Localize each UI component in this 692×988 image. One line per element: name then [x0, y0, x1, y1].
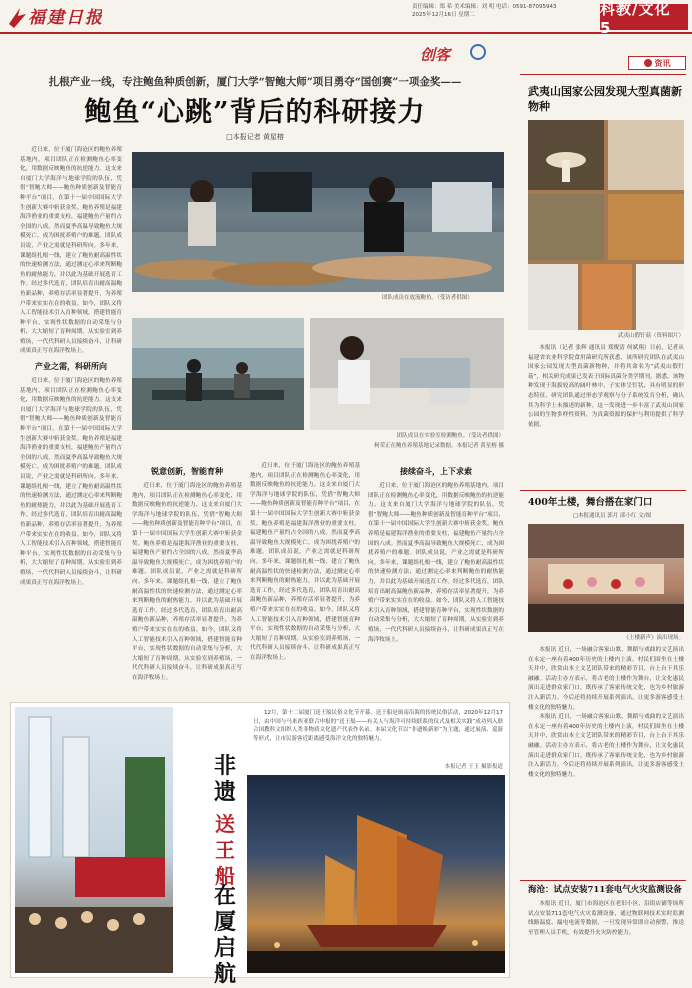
photo-caption-1: 团队成员在放流鲍鱼。（受访者供图）: [382, 295, 473, 301]
lead-byline: □本报记者 黄星榕: [226, 133, 284, 141]
section-tab: 科教/文化 5: [600, 4, 688, 30]
photo-caption-2: 团队成员在实验室检测鲍鱼。（受访者供图）: [396, 433, 504, 439]
news-brief-tag: 资讯: [628, 56, 686, 70]
sidebar-story2-byline: □本报通讯员 郭月 邱小红 文/图: [572, 513, 652, 519]
feature-body: 12月，第十二届厦门送王船民俗文化节开幕。送王船是闽南沿海的传统民俗活动，2020年12月17日，由中国与马来西亚联合申报的“送王船——有关人与海洋可持续联系的仪式及相关实践”成功列入联合国教科文组织人类非物质文化遗产代表作名录。本届文化节以“非遗焕新彩”为主题，通过展演、巡游等形式，让市民游客近距离感受海洋文化的独特魅力。: [253, 710, 503, 742]
lead-body-column-1: 近日来，位于厦门海沧区的鲍鱼养殖基地内，项目团队正在检测鲍鱼心率变化，用数据反映鲍鱼的抗逆能力。这支来自厦门大学海洋与地球学院的队伍，凭借“智鲍大师——鲍鱼种质创新及智能育种平台”项目，在第十一届中国国际大学生创新大赛中斩获金奖。鲍鱼养殖是福建海洋渔业的重要支柱，福建鲍鱼产量约占全国的八成。然而夏季高温导致鲍鱼大规模死亡，成为困扰养殖户的难题。团队成员说，产业之需就是科研所向。多年来，课题组扎根一线，建立了鲍鱼耐高温性状的快速检测方法，通过测定心率来判断鲍鱼的耐热能力，并以此为基础开展选育工作。经过多代选育，团队培育出耐高温鲍鱼新品种，养殖存活率显著提升，为养殖户带来实实在在的收益。如今，团队又将人工智能技术引入育种领域，搭建智能育种平台，实现性状数据的自动采集与分析，大大缩短了育种周期。从实验室到养殖场，一代代科研人员接续奋斗，让科研成果真正写在海洋牧场上。 产业之需，科研所向 近日来，位于厦门海沧区的鲍鱼养殖基地内，项目团队正在检测鲍鱼心率变化，用数据反映鲍鱼的抗逆能力。这支来自厦门大学海洋与地球学院的队伍，凭借“智鲍大师——鲍鱼种质创新及智能育种平台”项目，在第十一届中国国际大学生创新大赛中斩获金奖。鲍鱼养殖是福建海洋渔业的重要支柱，福建鲍鱼产量约占全国的八成。然而夏季高温导致鲍鱼大规模死亡，成为困扰养殖户的难题。团队成员说，产业之需就是科研所向。多年来，课题组扎根一线，建立了鲍鱼耐高温性状的快速检测方法，通过测定心率来判断鲍鱼的耐热能力，并以此为基础开展选育工作。经过多代选育，团队培育出耐高温鲍鱼新品种，养殖存活率显著提升，为养殖户带来实实在在的收益。如今，团队又将人工智能技术引入育种领域，搭建智能育种平台，实现性状数据的自动采集与分析，大大缩短了育种周期。从实验室到养殖场，一代代科研人员接续奋斗，让科研成果真正写在海洋牧场上。: [20, 147, 122, 586]
sidebar-story1-title: 武夷山国家公园发现大型真菌新物种: [528, 85, 682, 113]
lead-body-column-4: 接续奋斗，上下求索 近日来，位于厦门海沧区的鲍鱼养殖基地内，项目团队正在检测鲍鱼心率变化，用数据反映鲍鱼的抗逆能力。这支来自厦门大学海洋与地球学院的队伍，凭借“智鲍大师——鲍鱼种质创新及智能育种平台”项目，在第十一届中国国际大学生创新大赛中斩获金奖。鲍鱼养殖是福建海洋渔业的重要支柱，福建鲍鱼产量约占全国的八成。然而夏季高温导致鲍鱼大规模死亡，成为困扰养殖户的难题。团队成员说，产业之需就是科研所向。多年来，课题组扎根一线，建立了鲍鱼耐高温性状的快速检测方法，通过测定心率来判断鲍鱼的耐热能力，并以此为基础开展选育工作。经过多代选育，团队培育出耐高温鲍鱼新品种，养殖存活率显著提升，为养殖户带来实实在在的收益。如今，团队又将人工智能技术引入育种领域，搭建智能育种平台，实现性状数据的自动采集与分析，大大缩短了育种周期。从实验室到养殖场，一代代科研人员接续奋斗，让科研成果真正写在海洋牧场上。: [368, 467, 504, 643]
sidebar-story3-title: 海沧：试点安装711套电气火灾监测设备: [528, 885, 682, 895]
section-heading-3: 接续奋斗，上下求索: [400, 467, 472, 476]
photo-wangchuan-boat: [247, 775, 505, 973]
chuangke-column-mark: [418, 40, 488, 70]
photo-caption-3: 柯荣正在鲍鱼养殖基地记录数据。本报记者 黄星榕 摄: [374, 443, 504, 449]
brief-icon: [644, 59, 652, 67]
photo-breeding-base: [132, 318, 304, 430]
photo-parade: [15, 707, 173, 973]
lead-body-column-2: 锐意创新，智能育种 近日来，位于厦门海沧区的鲍鱼养殖基地内，项目团队正在检测鲍鱼心率变化，用数据反映鲍鱼的抗逆能力。这支来自厦门大学海洋与地球学院的队伍，凭借“智鲍大师——鲍鱼种质创新及智能育种平台”项目，在第十一届中国国际大学生创新大赛中斩获金奖。鲍鱼养殖是福建海洋渔业的重要支柱，福建鲍鱼产量约占全国的八成。然而夏季高温导致鲍鱼大规模死亡，成为困扰养殖户的难题。团队成员说，产业之需就是科研所向。多年来，课题组扎根一线，建立了鲍鱼耐高温性状的快速检测方法，通过测定心率来判断鲍鱼的耐热能力，并以此为基础开展选育工作。经过多代选育，团队培育出耐高温鲍鱼新品种，养殖存活率显著提升，为养殖户带来实实在在的收益。如今，团队又将人工智能技术引入育种领域，搭建智能育种平台，实现性状数据的自动采集与分析，大大缩短了育种周期。从实验室到养殖场，一代代科研人员接续奋斗，让科研成果真正写在海洋牧场上。: [132, 467, 242, 681]
feature-title-quote: 送王船: [215, 812, 235, 888]
photo-lab-scene: [132, 152, 504, 292]
masthead-meta: [412, 3, 608, 19]
date-line: 2025年12月16日 星期二: [412, 12, 475, 18]
lead-subhead: 扎根产业一线，专注鲍鱼种质创新，厦门大学“智鲍大师”项目勇夺“国创赛”一项金奖——: [48, 76, 462, 88]
feature-title-left: 非遗: [213, 753, 236, 805]
photo-laboratory: [310, 318, 504, 430]
editor-line: 责任编辑：郑 希 美术编辑：刘 明 电话：0591-87095943: [412, 4, 557, 10]
feature-byline: 本报记者 王玉 摄影报道: [444, 764, 503, 770]
sidebar-story2-title: 400年土楼，舞台搭在家门口: [528, 497, 653, 508]
feature-song-wang-chuan: [10, 702, 510, 987]
sidebar-story1-body: 本报讯（记者 张辉 通讯员 郑俊清 何斌翔）日前，记者从福建省农业科学院食用菌研究所获悉，该所研究团队在武夷山国家公园发现大型真菌新物种，并将其命名为“武夷山假钉菇”，相关研究成果已发表于国际真菌分类学期刊。据悉，该物种发现于海拔较高的阔叶林中，子实体呈钉状，具有明显的形态特征。研究团队通过形态学观察与分子系统发育分析，确认其为科学上未描述的新种。这一发现进一步丰富了武夷山国家公园的生物多样性资料，为真菌资源的保护与利用提供了科学依据。: [528, 345, 684, 428]
logo-mark: [6, 4, 102, 30]
photo-fungus-collage: [528, 120, 684, 330]
feature-title-right: 在厦启航: [213, 883, 236, 987]
sidebar-story2-body: 本报讯 近日，一场融合客家山歌、舞蹈与戏曲的文艺演出在永定一座有着400年历史的土楼内上演。村民们围坐在土楼天井中，欣赏由本土文艺团队带来的精彩节目，台上台下其乐融融。活动主办方表示，将古老的土楼作为舞台，让文化惠民演出走进群众家门口，既传承了客家传统文化，也为乡村旅游注入新活力。今后还将持续开展系列演出，让更多游客感受土楼文化的独特魅力。 本报讯 近日，一场融合客家山歌、舞蹈与戏曲的文艺演出在永定一座有着400年历史的土楼内上演。村民们围坐在土楼天井中，欣赏由本土文艺团队带来的精彩节目，台上台下其乐融融。活动主办方表示，将古老的土楼作为舞台，让文化惠民演出走进群众家门口，既传承了客家传统文化，也为乡村旅游注入新活力。今后还将持续开展系列演出，让更多游客感受土楼文化的独特魅力。: [528, 647, 684, 778]
newspaper-logo: [6, 4, 102, 28]
lead-body-column-3: 近日来，位于厦门海沧区的鲍鱼养殖基地内，项目团队正在检测鲍鱼心率变化，用数据反映鲍鱼的抗逆能力。这支来自厦门大学海洋与地球学院的队伍，凭借“智鲍大师——鲍鱼种质创新及智能育种平台”项目，在第十一届中国国际大学生创新大赛中斩获金奖。鲍鱼养殖是福建海洋渔业的重要支柱，福建鲍鱼产量约占全国的八成。然而夏季高温导致鲍鱼大规模死亡，成为困扰养殖户的难题。团队成员说，产业之需就是科研所向。多年来，课题组扎根一线，建立了鲍鱼耐高温性状的快速检测方法，通过测定心率来判断鲍鱼的耐热能力，并以此为基础开展选育工作。经过多代选育，团队培育出耐高温鲍鱼新品种，养殖存活率显著提升，为养殖户带来实实在在的收益。如今，团队又将人工智能技术引入育种领域，搭建智能育种平台，实现性状数据的自动采集与分析，大大缩短了育种周期。从实验室到养殖场，一代代科研人员接续奋斗，让科研成果真正写在海洋牧场上。: [250, 463, 360, 661]
svg-text:福建日报: 福建日报: [28, 8, 102, 28]
section-heading-2: 锐意创新，智能育种: [151, 467, 223, 476]
sidebar-story2-caption: 《土楼新声》演出现场。: [623, 635, 684, 641]
sidebar-rule-3: [520, 880, 686, 881]
sidebar-rule-1: [520, 74, 686, 75]
photo-tulou-stage: [528, 524, 684, 632]
sidebar-rule-2: [520, 490, 686, 491]
sidebar-story1-caption: 武夷山假钉菇（资料图片）: [617, 333, 684, 339]
svg-text:创客: 创客: [420, 46, 451, 64]
masthead: [0, 0, 692, 37]
lead-headline: 鲍鱼“心跳”背后的科研接力: [84, 97, 426, 128]
section-heading-1: 产业之需，科研所向: [35, 362, 107, 372]
sidebar-story3-body: 本报讯 近日，厦门市海沧区在老旧小区、沿街店铺等场所试点安装711套电气火灾监测设备，通过物联网技术实时监测线路温度、漏电电流等数据，一旦发现异常即自动预警，推送至管理人员手机，有效提升火灾防控能力。: [528, 901, 684, 936]
